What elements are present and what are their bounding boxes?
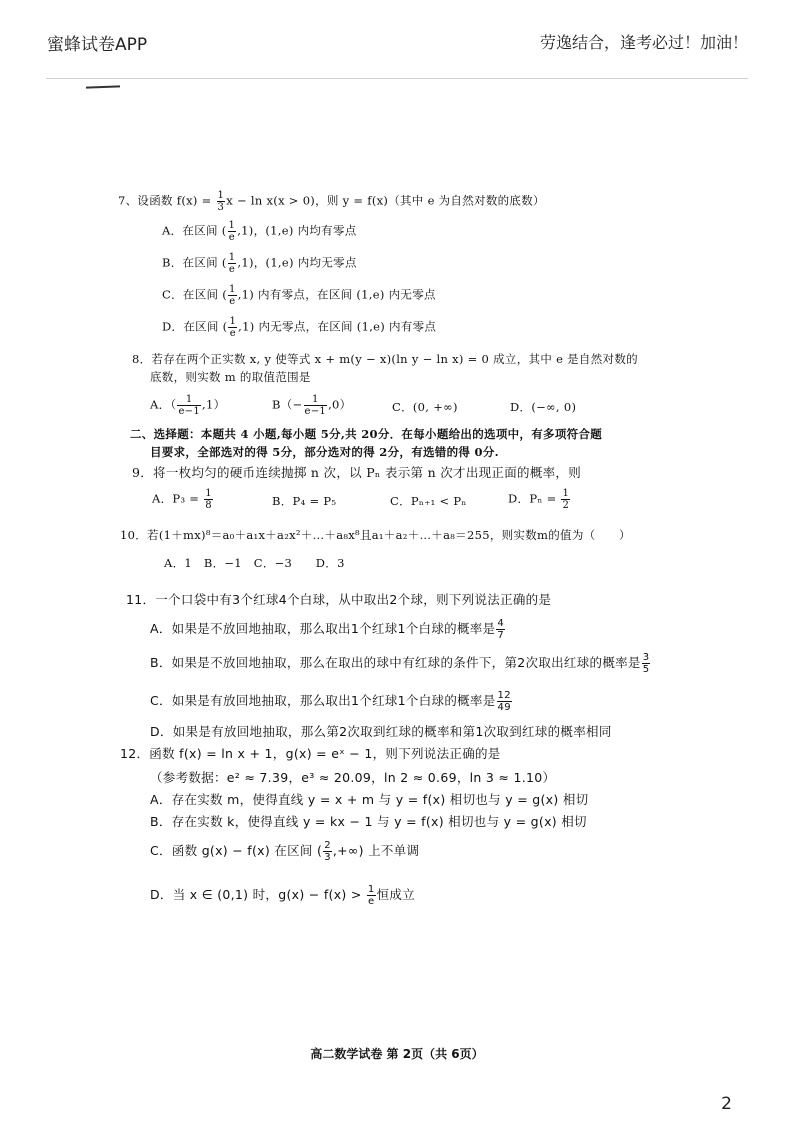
fraction: $\frac{4}{7}$	[497, 618, 505, 641]
fraction: $\frac{1}{8}$	[205, 488, 212, 511]
fraction: $\frac{3}{5}$	[642, 652, 650, 675]
fraction: $\frac{2}{3}$	[324, 840, 331, 863]
q8-stem-line1: 8．若存在两个正实数 x, y 使等式 x + m(y − x)(ln y − ln x) = 0 成立，其中 e 是自然对数的	[132, 352, 638, 366]
fraction: $\frac{1}{e}$	[228, 220, 236, 243]
q12-stem: 12．函数 f(x) = ln x + 1，g(x) = eˣ − 1，则下列说法正确的是	[120, 746, 501, 761]
fraction: $\frac{1}{e}$	[367, 884, 375, 907]
fraction: $\frac{12}{49}$	[497, 690, 511, 713]
q11-option-d: D．如果是有放回地抽取，那么第2次取到红球的概率和第1次取到红球的概率相同	[150, 724, 612, 739]
q8-option-b: B（− $\frac{1}{e-1}$ ,0）	[272, 394, 352, 417]
q8-stem-line2: 底数，则实数 m 的取值范围是	[150, 370, 311, 384]
section-2-instructions: 目要求，全部选对的得 5分，部分选对的得 2分，有选错的得 0分.	[150, 445, 499, 459]
page-footer: 高二数学试卷 第 2页（共 6页）	[310, 1047, 484, 1061]
q9-stem: 9．将一枚均匀的硬币连续抛掷 n 次，以 Pₙ 表示第 n 次才出现正面的概率，则	[132, 465, 582, 480]
fraction: $\frac{1}{3}$	[217, 190, 225, 213]
fraction: $\frac{1}{e-1}$	[178, 394, 201, 417]
header-divider	[46, 78, 748, 79]
q12-option-a: A．存在实数 m，使得直线 y = x + m 与 y = f(x) 相切也与 y = g(x) 相切	[150, 792, 589, 807]
q12-option-d: D．当 x ∈ (0,1) 时，g(x) − f(x) > $\frac{1}{e}$ 恒成立	[150, 884, 415, 907]
header-slogan: 劳逸结合，逢考必过！加油！	[539, 33, 748, 52]
fraction: $\frac{1}{e}$	[228, 252, 236, 275]
q10-options: A．1 B．−1 C．−3 D．3	[164, 556, 345, 570]
q9-option-a: A．P₃ = $\frac{1}{8}$	[152, 488, 212, 511]
q9-option-d: D．Pₙ = $\frac{1}{2}$	[508, 488, 570, 511]
q12-option-b: B．存在实数 k，使得直线 y = kx − 1 与 y = f(x) 相切也与 y = g(x) 相切	[150, 814, 587, 829]
section-2-heading: 二、选择题：本题共 4 小题,每小题 5分,共 20分．在每小题给出的选项中，有多项符合题	[130, 427, 603, 441]
scan-mark	[86, 85, 120, 88]
q10-stem: 10．若(1＋mx)⁸＝a₀＋a₁x＋a₂x²＋…＋a₈x⁸且a₁＋a₂＋…＋a₈＝255，则实数m的值为（ ）	[120, 528, 631, 542]
fraction: $\frac{1}{e-1}$	[304, 394, 327, 417]
fraction: $\frac{1}{e}$	[229, 284, 236, 307]
q7-stem: 7、设函数 f(x) = $\frac{1}{3}$ x − ln x(x > 0)，则 y = f(x)（其中 e 为自然对数的底数）	[118, 190, 545, 213]
page-number: 2	[721, 1094, 732, 1114]
q11-option-c: C．如果是有放回地抽取，那么取出1个红球1个白球的概率是 $\frac{12}{49}$	[150, 690, 511, 713]
q7-option-b: B．在区间 ( $\frac{1}{e}$ ,1)，(1,e) 内均无零点	[162, 252, 357, 275]
q7-option-a: A．在区间 ( $\frac{1}{e}$ ,1)，(1,e) 内均有零点	[162, 220, 357, 243]
fraction: $\frac{1}{2}$	[562, 488, 570, 511]
q12-reference-data: （参考数据：e² ≈ 7.39，e³ ≈ 20.09，ln 2 ≈ 0.69，ln 3 ≈ 1.10）	[150, 770, 556, 785]
q8-option-a: A．（ $\frac{1}{e-1}$ ,1）	[150, 394, 226, 417]
app-name: 蜜蜂试卷APP	[47, 35, 148, 55]
q7-option-c: C．在区间 ( $\frac{1}{e}$ ,1) 内有零点，在区间 (1,e) 内无零点	[162, 284, 436, 307]
q8-option-d: D．(−∞, 0)	[510, 400, 577, 414]
q9-option-c: C．Pₙ₊₁ < Pₙ	[390, 494, 467, 508]
q12-option-c: C．函数 g(x) − f(x) 在区间 ( $\frac{2}{3}$ ,+∞) 上不单调	[150, 840, 420, 863]
q7-option-d: D．在区间 ( $\frac{1}{e}$ ,1) 内无零点，在区间 (1,e) 内有零点	[162, 316, 437, 339]
q11-option-a: A．如果是不放回地抽取，那么取出1个红球1个白球的概率是 $\frac{4}{7}$	[150, 618, 505, 641]
q11-stem: 11．一个口袋中有3个红球4个白球，从中取出2个球，则下列说法正确的是	[126, 592, 552, 607]
q8-option-c: C．(0, +∞)	[392, 400, 458, 414]
q9-option-b: B．P₄ = P₅	[272, 494, 337, 508]
fraction: $\frac{1}{e}$	[229, 316, 237, 339]
q11-option-b: B．如果是不放回地抽取，那么在取出的球中有红球的条件下，第2次取出红球的概率是 $\frac{3}{5}$	[150, 652, 650, 675]
